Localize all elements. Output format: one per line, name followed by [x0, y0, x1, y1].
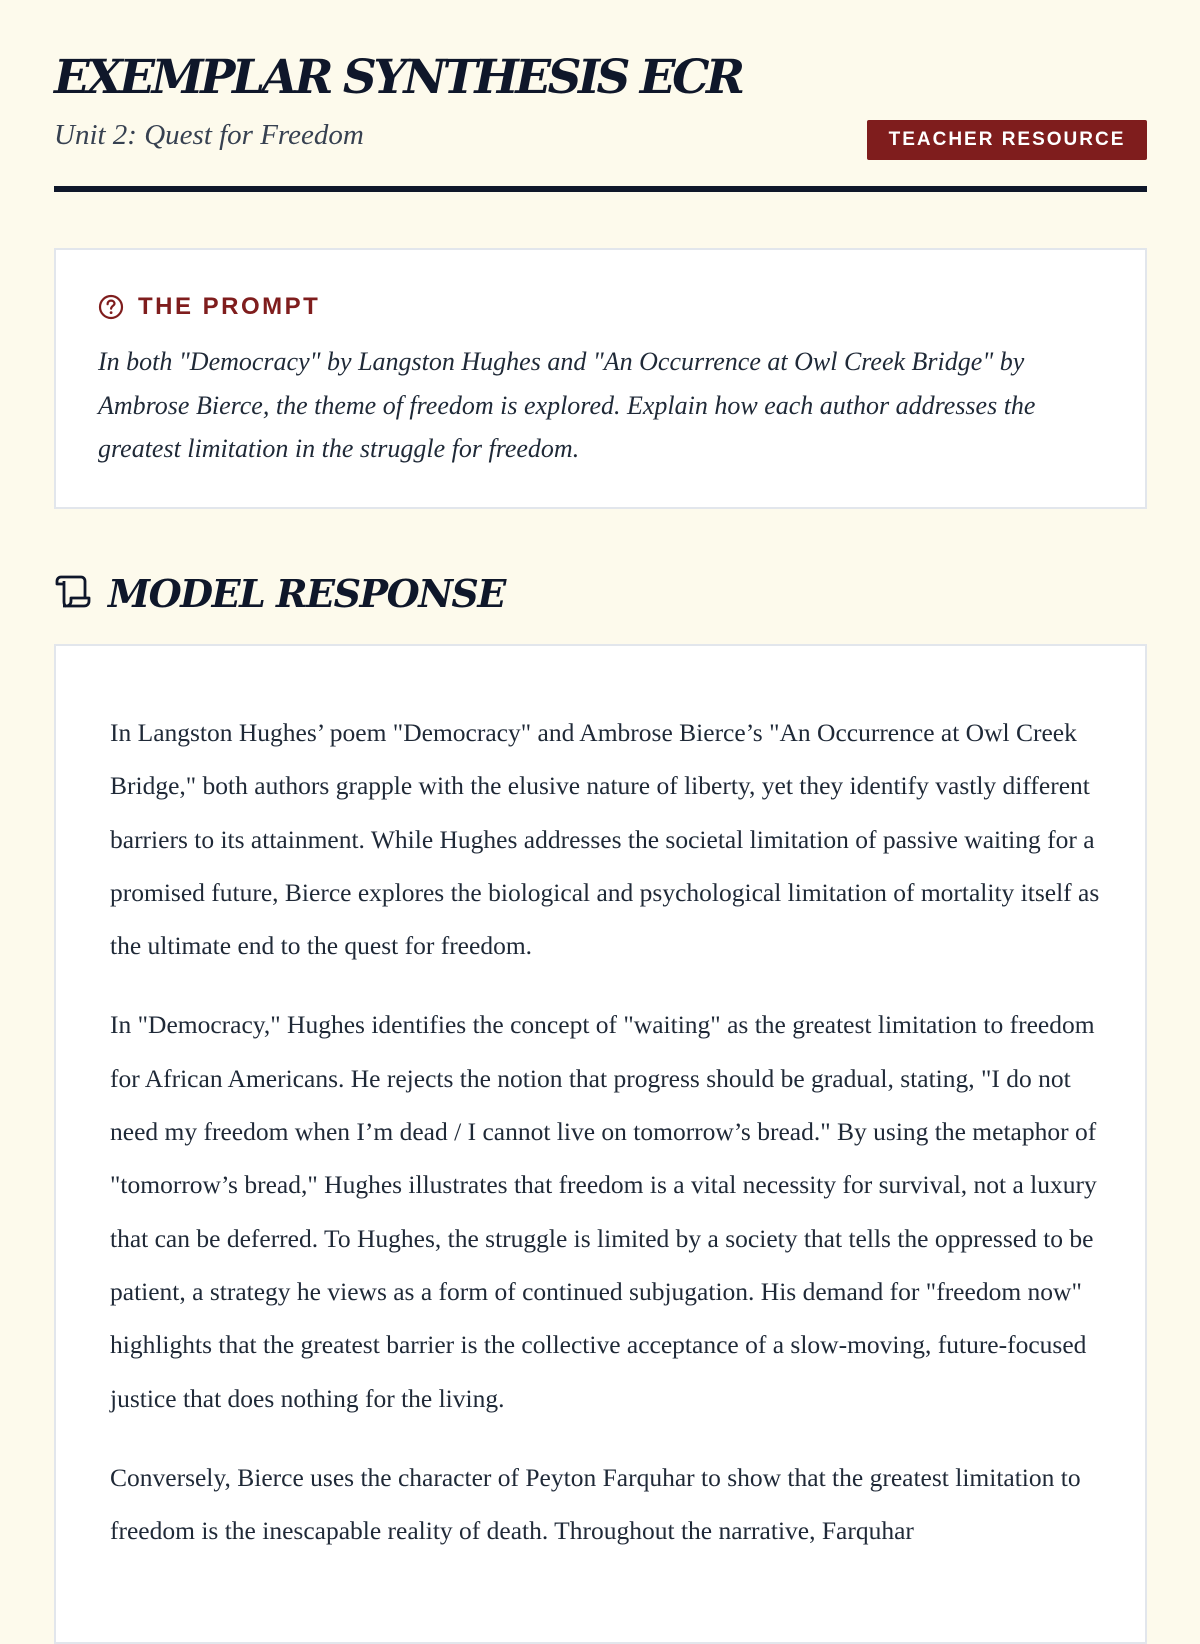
- header: [54, 0, 1147, 194]
- prompt-label: THE PROMPT: [138, 293, 321, 320]
- teacher-resource-badge: TEACHER RESOURCE: [867, 120, 1147, 160]
- response-card: [54, 644, 1147, 1644]
- scroll-icon: [54, 574, 92, 612]
- document-subtitle: Unit 2: Quest for Freedom: [54, 119, 364, 151]
- prompt-heading: [98, 292, 320, 322]
- response-paragraph: In "Democracy," Hughes identifies the concept of "waiting" as the greatest limitation to freedom for African Americans. He rejects the notion that progress should be gradual, stating, "I do not need my freedom when I’m dead / I cannot live on tomorrow’s bread." By using the metaphor of "tomorrow’s bread," Hughes illustrates that freedom is a vital necessity for survival, not a luxury that can be deferred. To Hughes, the struggle is limited by a society that tells the oppressed to be patient, a strategy he views as a form of continued subjugation. His demand for "freedom now" highlights that the greatest barrier is the collective acceptance of a slow-moving, future-focused justice that does nothing for the living.: [110, 1010, 1097, 1413]
- header-divider: [54, 186, 1147, 192]
- model-response-title: MODEL RESPONSE: [108, 570, 505, 616]
- model-response-heading: [54, 568, 505, 618]
- document-title: EXEMPLAR SYNTHESIS ECR: [54, 50, 742, 105]
- prompt-card: [54, 248, 1147, 509]
- question-circle-icon: [98, 294, 124, 320]
- prompt-text: In both "Democracy" by Langston Hughes and "An Occurrence at Owl Creek Bridge" by Ambrose Bierce, the theme of freedom is explored. Explain how each author addresses the greatest limitation in the struggle for freedom.: [98, 347, 1036, 463]
- response-paragraph: Conversely, Bierce uses the character of Peyton Farquhar to show that the greatest limitation to freedom is the inescapable reality of death. Throughout the narrative, Farquhar: [110, 1462, 1081, 1546]
- response-paragraph: In Langston Hughes’ poem "Democracy" and Ambrose Bierce’s "An Occurrence at Owl Creek Bridge," both authors grapple with the elusive nature of liberty, yet they identify vastly different barriers to its attainment. While Hughes addresses the societal limitation of passive waiting for a promised future, Bierce explores the biological and psychological limitation of mortality itself as the ultimate end to the quest for freedom.: [110, 718, 1100, 961]
- response-body: [110, 706, 1110, 1583]
- page: [54, 0, 1147, 1546]
